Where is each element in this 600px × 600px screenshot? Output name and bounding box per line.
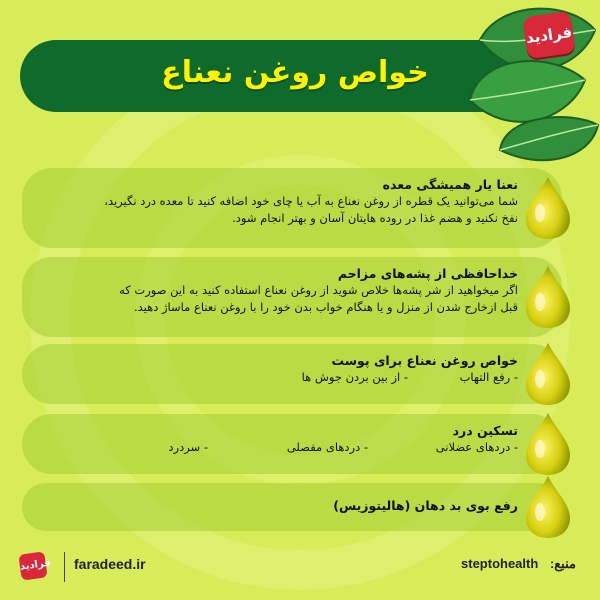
card-title: تسکین درد (452, 423, 518, 438)
card-title: خداحافظی از پشه‌های مزاحم (337, 266, 518, 281)
info-card (22, 168, 562, 248)
oil-drop-icon (522, 474, 574, 540)
card-title: رفع بوی بد دهان (هالیتوزیس) (333, 498, 518, 513)
page-title: خواص روغن نعناع (161, 55, 429, 90)
card-text-line: شما می‌توانید یک قطره از روغن نعناع به آب یا چای خود اضافه کنید تا معده درد نگیرید، (104, 194, 518, 208)
card-list-item: - رفع التهاب (459, 370, 518, 384)
info-card (22, 483, 562, 531)
footer-logo: فرادید (18, 551, 47, 580)
oil-drop-icon (522, 411, 574, 477)
oil-drop-icon (522, 175, 574, 241)
source-label: منبع: (549, 556, 576, 571)
card-list-item: - سردرد (168, 440, 208, 454)
card-text-line: قبل ازخارج شدن از منزل و یا هنگام خواب بدن خود را با روغن نعناع ماساژ دهید. (133, 300, 518, 314)
card-title: خواص روغن نعناع برای پوست (331, 353, 518, 368)
footer-source (461, 556, 576, 572)
info-card (22, 257, 562, 337)
card-title: نعنا یار همیشگی معده (382, 177, 518, 192)
card-text-line: اگر میخواهید از شر پشه‌ها خلاص شوید از روغن نعناع استفاده کنید به این صورت که (119, 283, 518, 297)
footer-site-link[interactable]: faradeed.ir (74, 556, 146, 572)
oil-drop-icon (522, 341, 574, 407)
card-list-item: - دردهای عضلانی (435, 440, 518, 454)
footer-divider (64, 552, 65, 582)
brand-logo: فرادید (522, 11, 575, 59)
info-card (22, 344, 562, 404)
card-list-item: - از بین بردن جوش ها (301, 370, 408, 384)
card-text-line: نفخ نکنید و هضم غذا در روده هایتان آسان و بهتر انجام شود. (232, 211, 518, 225)
oil-drop-icon (522, 264, 574, 330)
card-list-item: - دردهای مفصلی (286, 440, 368, 454)
source-value: steptohealth (461, 556, 539, 571)
info-card (22, 414, 562, 474)
